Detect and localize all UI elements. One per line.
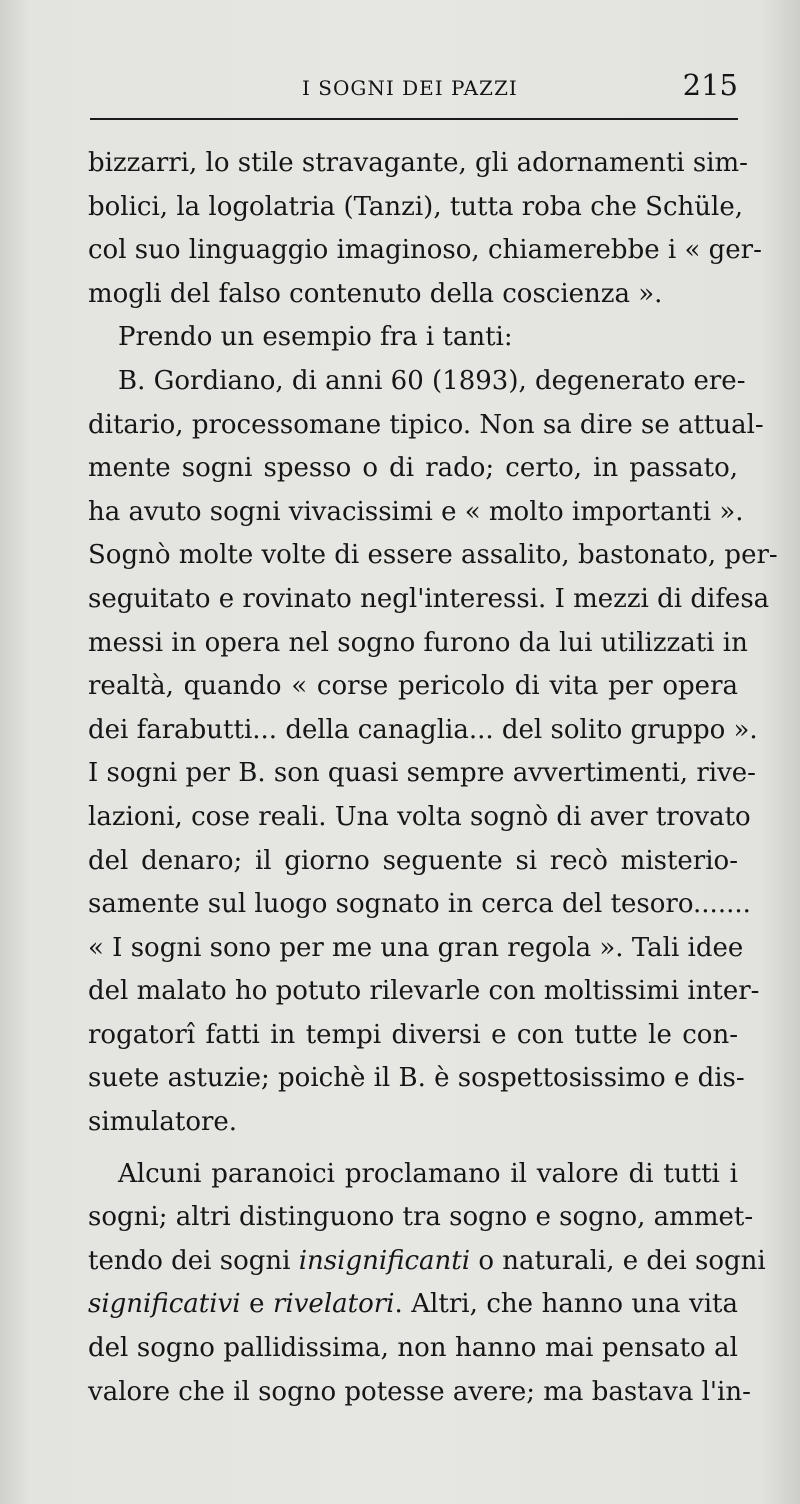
text-line: del denaro; il giorno seguente si recò misterio- [88,845,738,876]
text-fragment: o naturali, e dei sogni [470,1245,766,1276]
text-line: realtà, quando « corse pericolo di vita per opera [88,671,738,702]
text-line: seguitato e rovinato negl'interessi. I mezzi di difesa [88,583,770,614]
italic-term: rivelatori [273,1289,395,1320]
text-line: simulatore. [88,1107,238,1138]
text-line: rogatorî fatti in tempi diversi e con tutte le con- [88,1019,738,1050]
text-line [88,1283,738,1327]
text-line: ditario, processomane tipico. Non sa dire se attual- [88,409,764,440]
text-line: mogli del falso contenuto della coscienza ». [88,278,663,309]
italic-term: significativi [88,1289,241,1320]
text-line: col suo linguaggio imaginoso, chiamerebbe i « ger- [88,235,762,266]
text-line: samente sul luogo sognato in cerca del tesoro....... [88,889,751,920]
text-line: Alcuni paranoici proclamano il valore di tutti i [118,1158,738,1189]
text-fragment: e [240,1289,273,1320]
text-fragment: . Altri, che hanno una vita [394,1289,738,1320]
text-line: del malato ho potuto rilevarle con moltissimi inter- [88,976,760,1007]
text-line: bizzarri, lo stile stravagante, gli adornamenti sim- [88,148,748,178]
page-header [90,70,738,110]
text-line: dei farabutti... della canaglia... del solito gruppo ». [88,714,758,745]
header-rule [90,118,738,120]
text-line: lazioni, cose reali. Una volta sognò di aver trovato [88,801,751,832]
running-head: I SOGNI DEI PAZZI [302,76,518,100]
text-line: mente sogni spesso o di rado; certo, in passato, [88,453,738,484]
text-line: del sogno pallidissima, non hanno mai pensato al [88,1333,738,1364]
text-line: Prendo un esempio fra i tanti: [118,322,513,353]
italic-term: insignificanti [298,1245,471,1276]
text-line [88,1240,766,1284]
text-line: messi in opera nel sogno furono da lui utilizzati in [88,627,748,658]
text-line: valore che il sogno potesse avere; ma bastava l'in- [88,1376,751,1407]
text-line: B. Gordiano, di anni 60 (1893), degenerato ere- [118,365,746,396]
text-line: « I sogni sono per me una gran regola ». Tali idee [88,932,744,963]
text-line: suete astuzie; poichè il B. è sospettosissimo e dis- [88,1063,745,1094]
body-text [88,142,778,1414]
text-fragment: tendo dei sogni [88,1245,299,1276]
text-line: ha avuto sogni vivacissimi e « molto importanti ». [88,496,744,527]
page-number: 215 [682,68,738,102]
text-line: sogni; altri distinguono tra sogno e sogno, ammet- [88,1202,754,1233]
text-line: bolici, la logolatria (Tanzi), tutta roba che Schüle, [88,191,743,222]
text-line: Sognò molte volte di essere assalito, bastonato, per- [88,540,778,571]
text-line: I sogni per B. son quasi sempre avvertimenti, rive- [88,758,756,789]
